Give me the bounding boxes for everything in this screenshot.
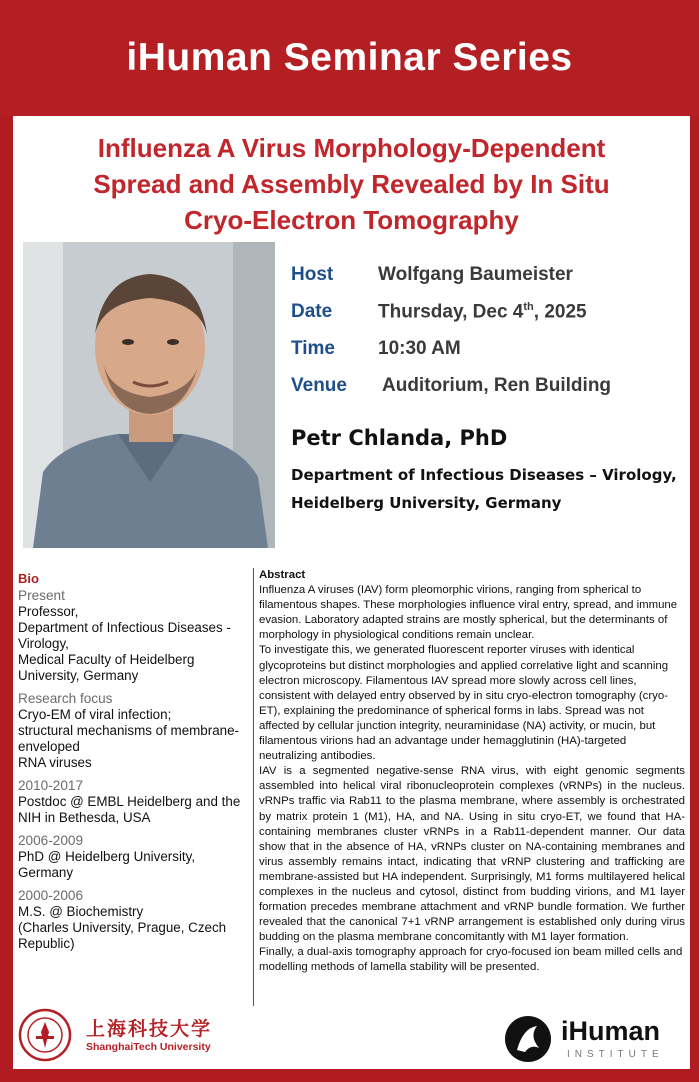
date-ordinal: th [523, 301, 534, 313]
time-value: 10:30 AM [378, 338, 461, 359]
abstract-paragraph-4: Finally, a dual-axis tomography approach for cryo-focused ion beam milled cells and modelling methods of lamella stability will be presented. [259, 946, 683, 974]
poster-card [13, 116, 690, 1069]
bio-postdoc [18, 778, 248, 826]
date-value [378, 301, 587, 323]
postdoc-text: Postdoc @ EMBL Heidelberg and the NIH in Bethesda, USA [18, 794, 241, 825]
speaker-affiliation [291, 461, 686, 517]
affiliation-line-1: Department of Infectious Diseases – Virology, [291, 466, 677, 484]
date-row [291, 301, 681, 338]
institute-subtitle: INSTITUTE [567, 1049, 664, 1060]
talk-title-line-1: Influenza A Virus Morphology-Dependent [97, 133, 606, 163]
column-divider [253, 568, 254, 1006]
shanghaitech-logo [18, 1008, 268, 1064]
talk-title [13, 130, 690, 238]
abstract-paragraph-2: To investigate this, we generated fluorescent reporter viruses with identical glycoproteins but distinct morphologies and applied correlative light and scanning electron microscopy. Filamentous IAV spread more slowly across cell lines, consistent with delayed entry observed by in situ cryo-electron tomography (cryo-ET), explaining the predominance of spherical forms in labs. Spread was not affected by cellular junction integrity, neuraminidase (NA) activity, or mucin, but filamentous virions had an advantage under hemagglutinin (HA)-targeted neutralizing antibodies. [259, 644, 669, 763]
bio-ms [18, 888, 248, 952]
university-seal-icon [18, 1008, 72, 1062]
speaker-photo [23, 242, 275, 548]
date-year: , 2025 [533, 301, 587, 323]
present-label: Present [18, 588, 65, 603]
time-label: Time [291, 338, 336, 359]
bio-section [18, 571, 248, 959]
time-row [291, 338, 681, 375]
venue-value: Auditorium, Ren Building [382, 375, 612, 396]
present-text: Professor, Department of Infectious Diseases -Virology, Medical Faculty of Heidelberg University, Germany [18, 604, 231, 683]
talk-title-line-2: Spread and Assembly Revealed by In Situ [93, 169, 610, 199]
ms-text: M.S. @ Biochemistry (Charles University, Prague, Czech Republic) [18, 904, 227, 951]
abstract-paragraph-3: IAV is a segmented negative-sense RNA virus, with eight genomic segments assembled into helical viral ribonucleoprotein complexes (vRNPs) in the nucleus. vRNPs traffic via Rab11 to the plasma membrane, where assembly is orchestrated by matrix protein 1 (M1), HA, and NA. Using in situ cryo-ET, we found that HA-containing membranes cluster vRNPs in a Rab11-dependent manner. Our data show that in the absence of HA, vRNPs cluster on NA-containing membranes and virus assembly remains intact, indicating that vRNP clustering and trafficking are membrane-assisted but HA independent. Surprisingly, M1 forms multilayered helical complexes in the nucleus and cytosol, distinct from budding virions, and M1 layer formation precedes membrane attachment and vRNP bundle formation. We further revealed that the canonical 7+1 vRNP arrangement is established only during virus budding on the plasma membrane concomitantly with M1 layer formation. [259, 765, 685, 944]
host-value: Wolfgang Baumeister [378, 264, 573, 285]
university-name-cn: 上海科技大学 [86, 1018, 213, 1040]
date-day: Thursday, Dec 4 [378, 301, 524, 323]
talk-title-line-3: Cryo-Electron Tomography [184, 205, 519, 235]
venue-row [291, 375, 681, 412]
host-label: Host [291, 264, 334, 285]
speaker-name: Petr Chlanda, PhD [291, 426, 508, 450]
bio-phd [18, 833, 248, 881]
phd-text: PhD @ Heidelberg University, Germany [18, 849, 196, 880]
ms-label: 2000-2006 [18, 888, 84, 903]
bio-heading: Bio [18, 571, 39, 586]
ihuman-mark-icon [503, 1014, 553, 1064]
research-text: Cryo-EM of viral infection; structural mechanisms of membrane-enveloped RNA viruses [18, 707, 240, 770]
postdoc-label: 2010-2017 [18, 778, 84, 793]
bio-present [18, 588, 248, 684]
bio-research [18, 691, 248, 771]
research-label: Research focus [18, 691, 113, 706]
university-name-en: ShanghaiTech University [86, 1041, 211, 1053]
abstract-heading: Abstract [259, 569, 306, 581]
date-label: Date [291, 301, 333, 322]
speaker-portrait-image [23, 242, 275, 548]
institute-name: iHuman [561, 1016, 661, 1046]
affiliation-line-2: Heidelberg University, Germany [291, 494, 562, 512]
abstract-paragraph-1: Influenza A viruses (IAV) form pleomorphic virions, ranging from spherical to filamentous shapes. These morphologies influence viral entry, spread, and immune evasion. Laboratory adapted strains are mostly spherical, but the determinants of morphology in physiological conditions remain unclear. [259, 584, 678, 642]
series-title: iHuman Seminar Series [126, 36, 573, 79]
host-row [291, 264, 681, 301]
phd-label: 2006-2009 [18, 833, 84, 848]
event-info [291, 264, 681, 412]
ihuman-logo [503, 1014, 683, 1064]
venue-label: Venue [291, 375, 347, 396]
abstract-section [259, 568, 685, 976]
